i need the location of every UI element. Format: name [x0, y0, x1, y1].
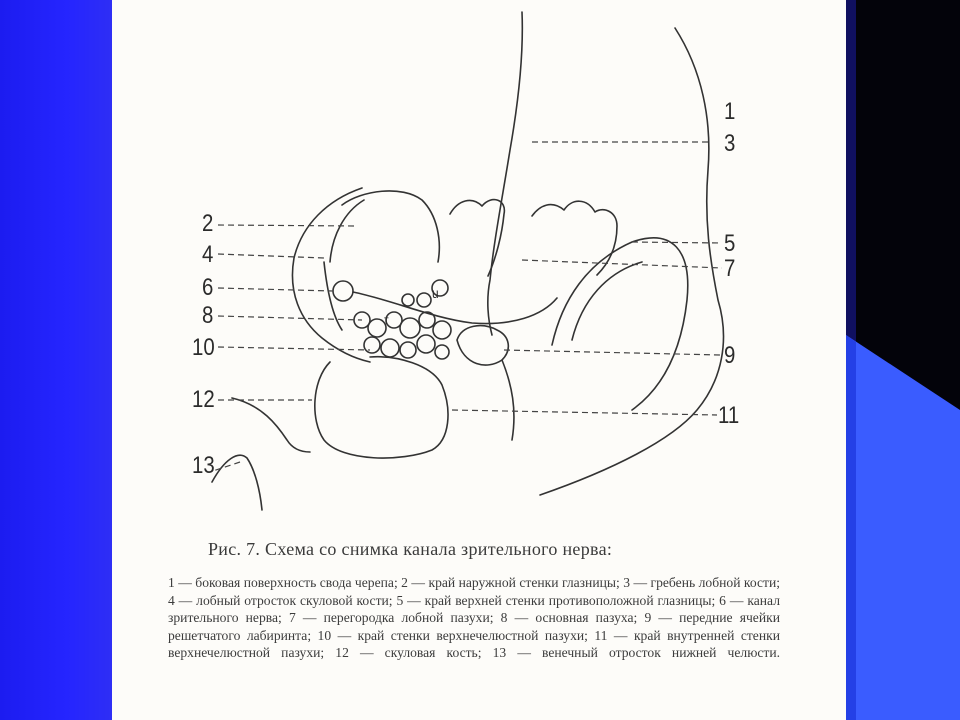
sphenoid-mass: [457, 326, 508, 365]
optic-canal-circle: [333, 281, 353, 301]
maxillary-sinus: [315, 357, 448, 458]
orbit-lateral-wall: [292, 188, 370, 362]
zygomatic-bone: [232, 398, 310, 452]
label-10: 10: [192, 334, 215, 361]
opposite-orbit-wall: [552, 238, 688, 410]
orbit-rim: [342, 191, 439, 262]
label-5: 5: [724, 230, 736, 257]
maxillary-inner-wall: [502, 360, 514, 440]
label-9: 9: [724, 342, 736, 369]
label-8: 8: [202, 302, 214, 329]
frontal-sinus-right: [532, 201, 617, 275]
label-4: 4: [202, 241, 214, 268]
label-2: 2: [202, 210, 214, 237]
scanned-page: [112, 0, 846, 720]
figure-caption-legend: 1 — боковая поверхность свода черепа; 2 — край наружной стенки глазницы; 3 — гребень лобной кости; 4 — лобный отросток скуловой кости; 5 — край верхней стенки противоположной глазницы; 6 — канал зрительного нерва; 7 — перегородка лобной пазухи; 8 — основная пазуха; 9 — передние ячейки решетчатого лабиринта; 10 — край стенки верхнечелюстной пазухи; 11 — край внутренней стенки верхнечелюстной пазухи; 12 — скуловая кость; 13 — венечный отросток нижней челюсти.: [168, 575, 780, 661]
label-3: 3: [724, 130, 736, 157]
inline-letter-u: u: [432, 285, 439, 301]
label-1: 1: [724, 98, 736, 125]
frontal-crest-contour: [488, 12, 523, 335]
label-6: 6: [202, 274, 214, 301]
opposite-orbit-inner: [572, 262, 642, 340]
label-11: 11: [718, 402, 740, 429]
optic-canal-diagram: [112, 0, 846, 540]
left-blue-bar: [0, 0, 112, 720]
figure-caption-title: Рис. 7. Схема со снимка канала зрительного нерва:: [208, 539, 613, 559]
inline-letter-t: т: [384, 313, 389, 327]
right-blue-wedge: [846, 0, 960, 720]
label-12: 12: [192, 386, 215, 413]
label-7: 7: [724, 255, 736, 282]
label-13: 13: [192, 452, 215, 479]
orbit-lateral-wall-inner: [330, 200, 364, 262]
